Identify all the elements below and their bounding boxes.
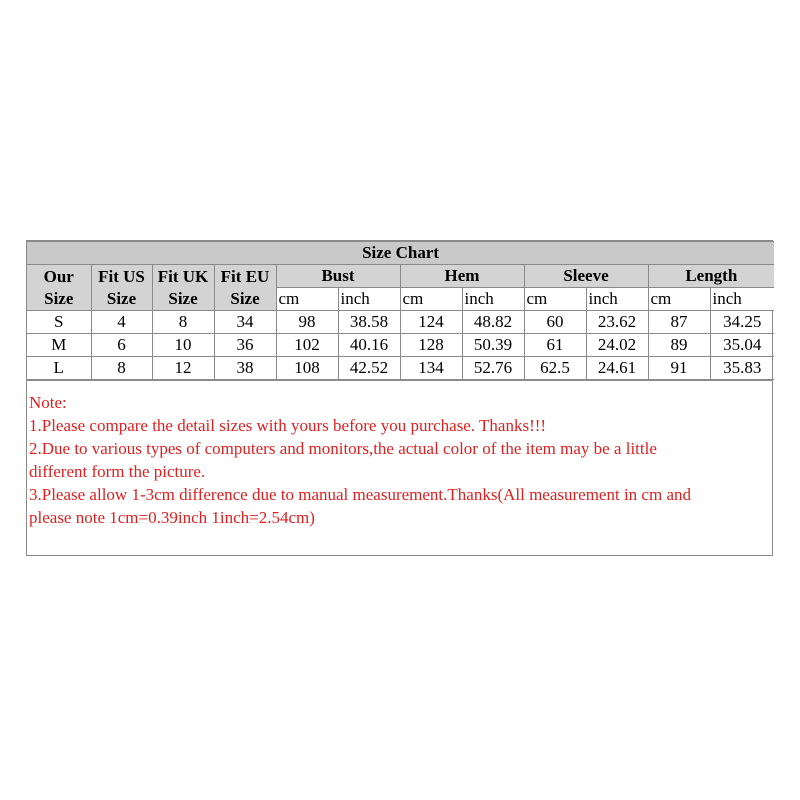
header-fit-us: Fit US Size	[91, 265, 152, 311]
unit-cm: cm	[648, 288, 710, 311]
cell: 12	[152, 357, 214, 380]
size-table	[27, 241, 774, 380]
table-row	[27, 311, 774, 334]
cell: 128	[400, 334, 462, 357]
cell: 60	[524, 311, 586, 334]
header-row	[27, 265, 774, 288]
cell: S	[27, 311, 91, 334]
header-fit-eu: Fit EU Size	[214, 265, 276, 311]
header-length: Length	[648, 265, 774, 288]
cell: 62.5	[524, 357, 586, 380]
note-2a: 2.Due to various types of computers and monitors,the actual color of the item may be a little	[29, 439, 657, 458]
cell: 8	[152, 311, 214, 334]
cell: 98	[276, 311, 338, 334]
cell: 38	[214, 357, 276, 380]
header-bust: Bust	[276, 265, 400, 288]
cell: 50.39	[462, 334, 524, 357]
note-3a: 3.Please allow 1-3cm difference due to manual measurement.Thanks(All measurement in cm and	[29, 485, 691, 504]
unit-inch: inch	[338, 288, 400, 311]
note-heading: Note:	[29, 393, 67, 412]
cell: 34	[214, 311, 276, 334]
cell: 40.16	[338, 334, 400, 357]
unit-inch: inch	[586, 288, 648, 311]
cell: 89	[648, 334, 710, 357]
unit-cm: cm	[524, 288, 586, 311]
unit-inch: inch	[710, 288, 774, 311]
cell: 24.02	[586, 334, 648, 357]
cell: L	[27, 357, 91, 380]
cell: 42.52	[338, 357, 400, 380]
table-row	[27, 357, 774, 380]
header-hem: Hem	[400, 265, 524, 288]
notes-section	[27, 380, 772, 555]
cell: 108	[276, 357, 338, 380]
header-our-size: Our Size	[27, 265, 91, 311]
table-row	[27, 334, 774, 357]
unit-inch: inch	[462, 288, 524, 311]
header-fit-uk: Fit UK Size	[152, 265, 214, 311]
cell: 61	[524, 334, 586, 357]
cell: M	[27, 334, 91, 357]
unit-cm: cm	[400, 288, 462, 311]
note-2b: different form the picture.	[29, 462, 206, 481]
cell: 4	[91, 311, 152, 334]
note-3b: please note 1cm=0.39inch 1inch=2.54cm)	[29, 508, 315, 527]
cell: 52.76	[462, 357, 524, 380]
cell: 8	[91, 357, 152, 380]
cell: 24.61	[586, 357, 648, 380]
header-sleeve: Sleeve	[524, 265, 648, 288]
cell: 102	[276, 334, 338, 357]
cell: 48.82	[462, 311, 524, 334]
cell: 36	[214, 334, 276, 357]
cell: 34.25	[710, 311, 774, 334]
note-1: 1.Please compare the detail sizes with yours before you purchase. Thanks!!!	[29, 416, 547, 435]
unit-cm: cm	[276, 288, 338, 311]
cell: 124	[400, 311, 462, 334]
size-chart	[26, 240, 773, 556]
cell: 6	[91, 334, 152, 357]
cell: 35.04	[710, 334, 774, 357]
cell: 91	[648, 357, 710, 380]
cell: 23.62	[586, 311, 648, 334]
cell: 87	[648, 311, 710, 334]
cell: 35.83	[710, 357, 774, 380]
cell: 38.58	[338, 311, 400, 334]
cell: 10	[152, 334, 214, 357]
table-title: Size Chart	[27, 242, 774, 265]
cell: 134	[400, 357, 462, 380]
